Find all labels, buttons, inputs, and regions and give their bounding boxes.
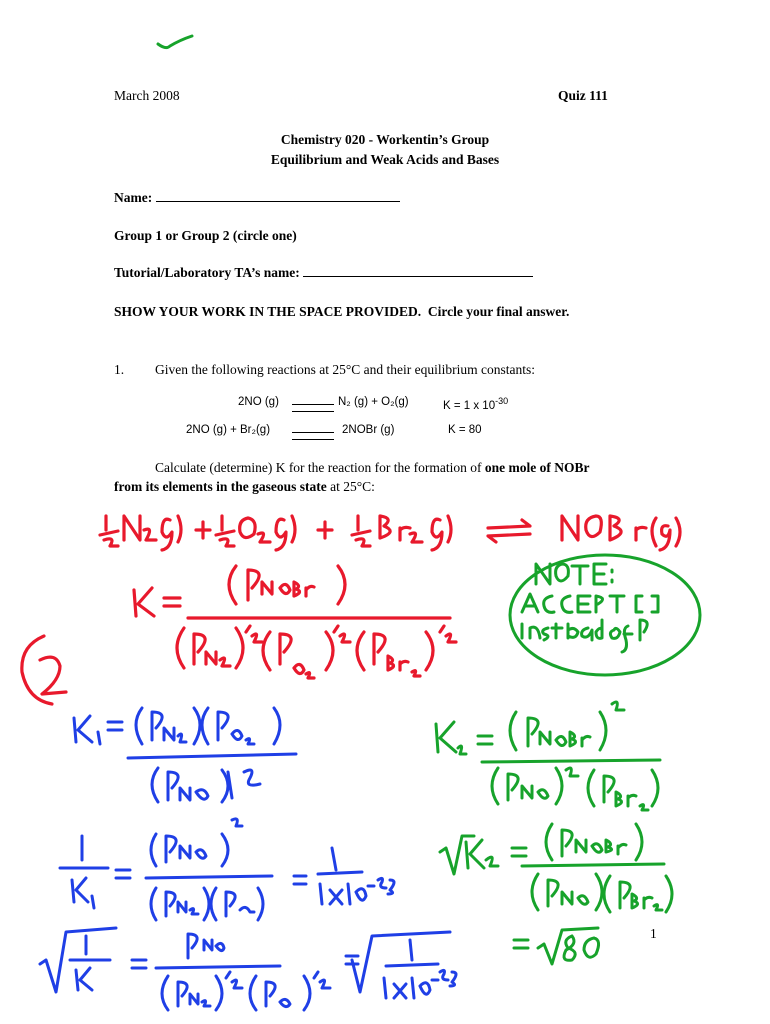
instructions-circle: Circle your final answer.: [427, 304, 570, 319]
header-date: March 2008: [114, 88, 180, 103]
reaction-1-left: 2NO (g): [238, 396, 279, 408]
page-number: 1: [650, 926, 657, 941]
calc-bold-2: from its elements in the gaseous state: [114, 479, 327, 494]
question-number: 1.: [114, 362, 125, 377]
reaction-2-left: 2NO (g) + Br₂(g): [186, 424, 271, 436]
name-label: Name:: [114, 190, 153, 205]
title-line1: Chemistry 020 - Workentin’s Group: [280, 132, 490, 147]
question-prompt: Given the following reactions at 25°C and their equilibrium constants:: [155, 362, 535, 377]
calc-text-1: Calculate (determine) K for the reaction for the formation of: [155, 460, 485, 475]
instructions-main: SHOW YOUR WORK IN THE SPACE PROVIDED.: [114, 304, 422, 319]
reaction-2-right: 2NOBr (g): [342, 424, 395, 436]
header-quiz: Quiz 111: [558, 88, 608, 103]
reaction-1-right: N₂ (g) + O₂(g): [338, 396, 409, 408]
reaction-1-k-exp: -30: [495, 396, 509, 406]
reaction-1-k-label: K = 1 x 10: [443, 399, 496, 412]
calc-bold-1: one mole of NOBr: [484, 460, 590, 475]
title-line2: Equilibrium and Weak Acids and Bases: [270, 152, 500, 167]
reaction-2-k: K = 80: [448, 424, 482, 436]
ta-label: Tutorial/Laboratory TA’s name:: [114, 265, 300, 280]
calc-text-2: at 25°C:: [326, 479, 375, 494]
group-text: Group 1 or Group 2 (circle one): [114, 228, 297, 243]
